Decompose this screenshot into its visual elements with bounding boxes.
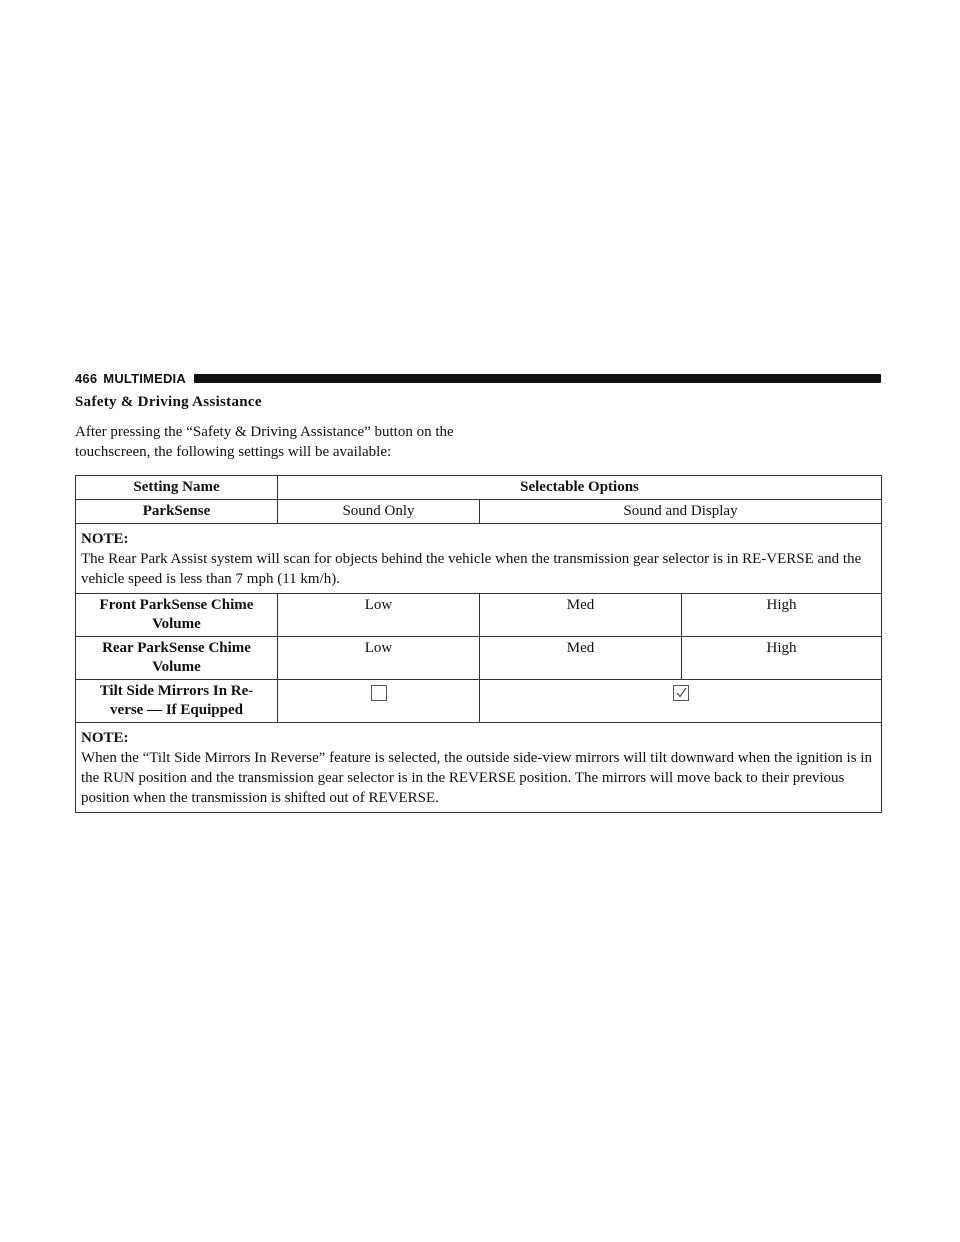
note-cell <box>76 723 882 813</box>
option-sound-only: Sound Only <box>278 500 480 524</box>
option-low: Low <box>278 594 480 637</box>
option-on-cell <box>480 680 882 723</box>
note-row <box>76 723 882 813</box>
section-title: MULTIMEDIA <box>103 370 186 386</box>
page-header <box>75 369 881 387</box>
setting-rear-chime-volume: Rear ParkSense Chime Volume <box>76 637 278 680</box>
note-label: NOTE: <box>81 531 129 547</box>
table-row <box>76 594 882 637</box>
section-heading: Safety & Driving Assistance <box>75 394 262 410</box>
note-label: NOTE: <box>81 730 129 746</box>
option-off-cell <box>278 680 480 723</box>
option-med: Med <box>480 637 682 680</box>
empty-checkbox-icon <box>371 685 387 701</box>
header-rule <box>194 374 881 383</box>
intro-paragraph: After pressing the “Safety & Driving Assistance” button on the touchscreen, the following settings will be available: <box>75 424 454 460</box>
header-setting-name: Setting Name <box>76 476 278 500</box>
option-med: Med <box>480 594 682 637</box>
note-text: The Rear Park Assist system will scan for objects behind the vehicle when the transmission gear selector is in RE-VERSE and the vehicle speed is less than 7 mph (11 km/h). <box>81 551 862 587</box>
option-high: High <box>682 637 882 680</box>
setting-tilt-side-mirrors: Tilt Side Mirrors In Re-verse — If Equipped <box>76 680 278 723</box>
table-row <box>76 500 882 524</box>
checked-checkbox-icon <box>673 685 689 701</box>
note-row <box>76 524 882 594</box>
table-row <box>76 637 882 680</box>
option-high: High <box>682 594 882 637</box>
note-text: When the “Tilt Side Mirrors In Reverse” feature is selected, the outside side-view mirrors will tilt downward when the ignition is in the RUN position and the transmission gear selector is in the REVERSE position. The mirrors will move back to their previous position when the transmission is shifted out of REVERSE. <box>81 750 872 806</box>
page-number: 466 <box>75 370 98 386</box>
table-header-row <box>76 476 882 500</box>
option-low: Low <box>278 637 480 680</box>
setting-front-chime-volume: Front ParkSense Chime Volume <box>76 594 278 637</box>
header-selectable-options: Selectable Options <box>278 476 882 500</box>
setting-parksense: ParkSense <box>76 500 278 524</box>
option-sound-and-display: Sound and Display <box>480 500 882 524</box>
table-row <box>76 680 882 723</box>
note-cell <box>76 524 882 594</box>
settings-table <box>75 475 882 813</box>
